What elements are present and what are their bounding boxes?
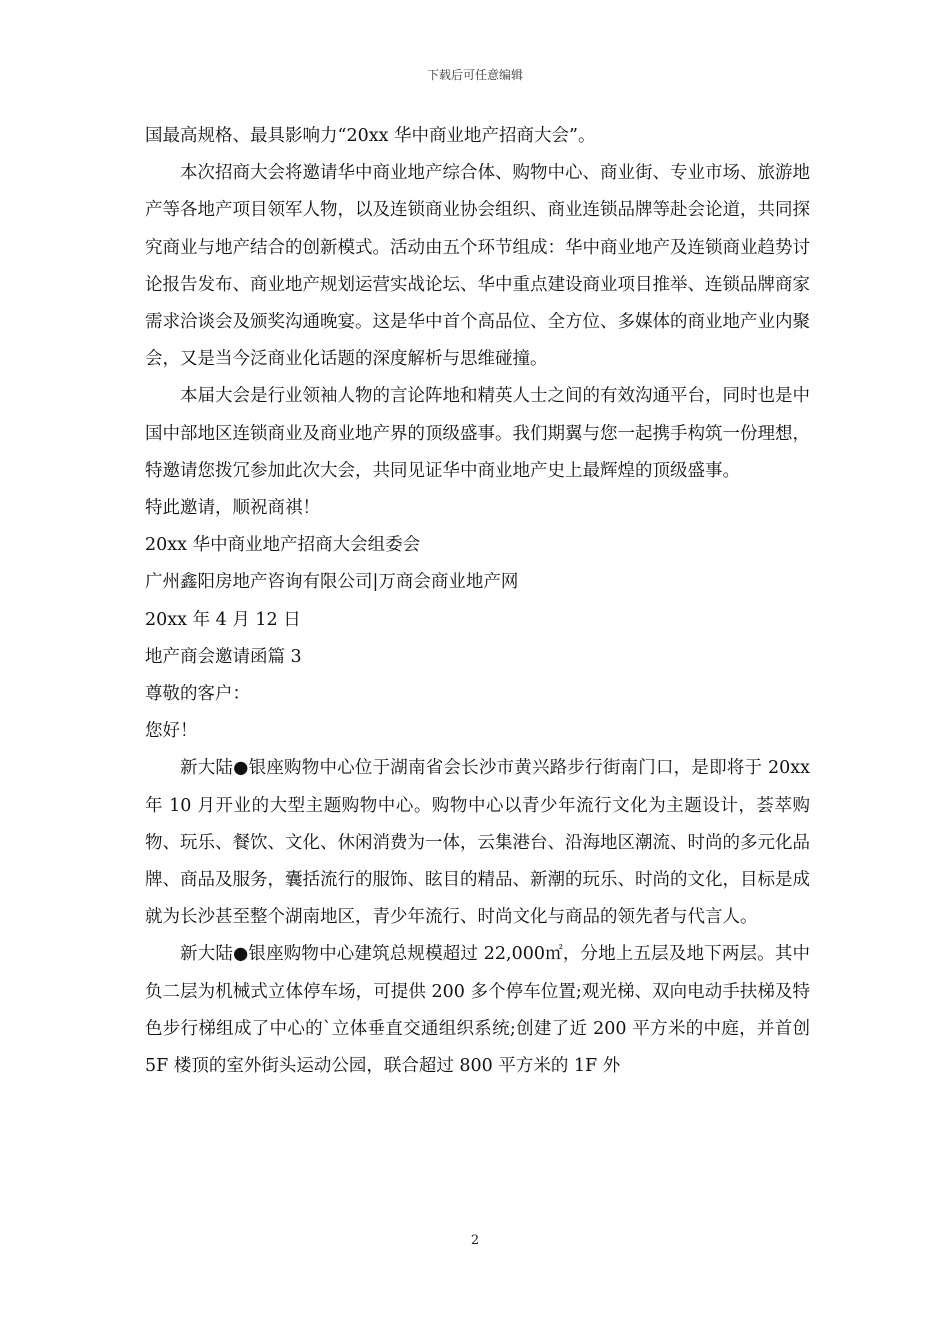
paragraph-continuation: 国最高规格、最具影响力“20xx 华中商业地产招商大会”。 bbox=[145, 126, 596, 146]
date-line: 20xx 年 4 月 12 日 bbox=[145, 609, 301, 630]
page-number: 2 bbox=[470, 1233, 480, 1248]
paragraph-conference-intro: 本次招商大会将邀请华中商业地产综合体、购物中心、商业街、专业市场、旅游地产等各地产项目领军人物，以及连锁商业协会组织、商业连锁品牌等赴会论道，共同探究商业与地产结合的创新模式。活动由五个环节组成：华中商业地产及连锁商业趋势讨论报告发布、商业地产规划运营实战论坛、华中重点建设商业项目推举、连锁品牌商家需求洽谈会及颁奖沟通晚宴。这是华中首个高品位、全方位、多媒体的商业地产业内聚会，又是当今泛商业化话题的深度解析与思维碰撞。 bbox=[145, 163, 810, 370]
company-line: 广州鑫阳房地产咨询有限公司|万商会商业地产网 bbox=[145, 572, 519, 593]
closing-line: 特此邀请，顺祝商祺！ bbox=[145, 498, 320, 519]
document-body bbox=[145, 118, 810, 1085]
greeting-line: 您好！ bbox=[145, 721, 198, 742]
paragraph-mall-intro: 新大陆●银座购物中心位于湖南省会长沙市黄兴路步行街南门口，是即将于 20xx 年 10 月开业的大型主题购物中心。购物中心以青少年流行文化为主题设计，荟萃购物、玩乐、餐饮、文化、休闲消费为一体，云集港台、沿海地区潮流、时尚的多元化品牌、商品及服务，囊括流行的服饰、眩目的精品、新潮的玩乐、时尚的文化，目标是成就为长沙甚至整个湖南地区，青少年流行、时尚文化与商品的领先者与代言人。 bbox=[145, 758, 810, 928]
organizer-line: 20xx 华中商业地产招商大会组委会 bbox=[145, 535, 421, 556]
salutation-line: 尊敬的客户： bbox=[145, 684, 250, 705]
paragraph-mall-scale: 新大陆●银座购物中心建筑总规模超过 22,000㎡，分地上五层及地下两层。其中负二层为机械式立体停车场，可提供 200 多个停车位置;观光梯、双向电动手扶梯及特色步行梯组成了中心的`立体垂直交通组织系统;创建了近 200 平方米的中庭，并首创 5F 楼顶的室外街头运动公园，联合超过 800 平方米的 1F 外 bbox=[145, 944, 810, 1077]
page-header-note: 下载后可任意编辑 bbox=[426, 68, 523, 82]
section-title: 地产商会邀请函篇 3 bbox=[145, 646, 302, 667]
paragraph-invitation: 本届大会是行业领袖人物的言论阵地和精英人士之间的有效沟通平台，同时也是中国中部地区连锁商业及商业地产界的顶级盛事。我们期翼与您一起携手构筑一份理想，特邀请您拨冗参加此次大会，共同见证华中商业地产史上最辉煌的顶级盛事。 bbox=[145, 386, 810, 481]
